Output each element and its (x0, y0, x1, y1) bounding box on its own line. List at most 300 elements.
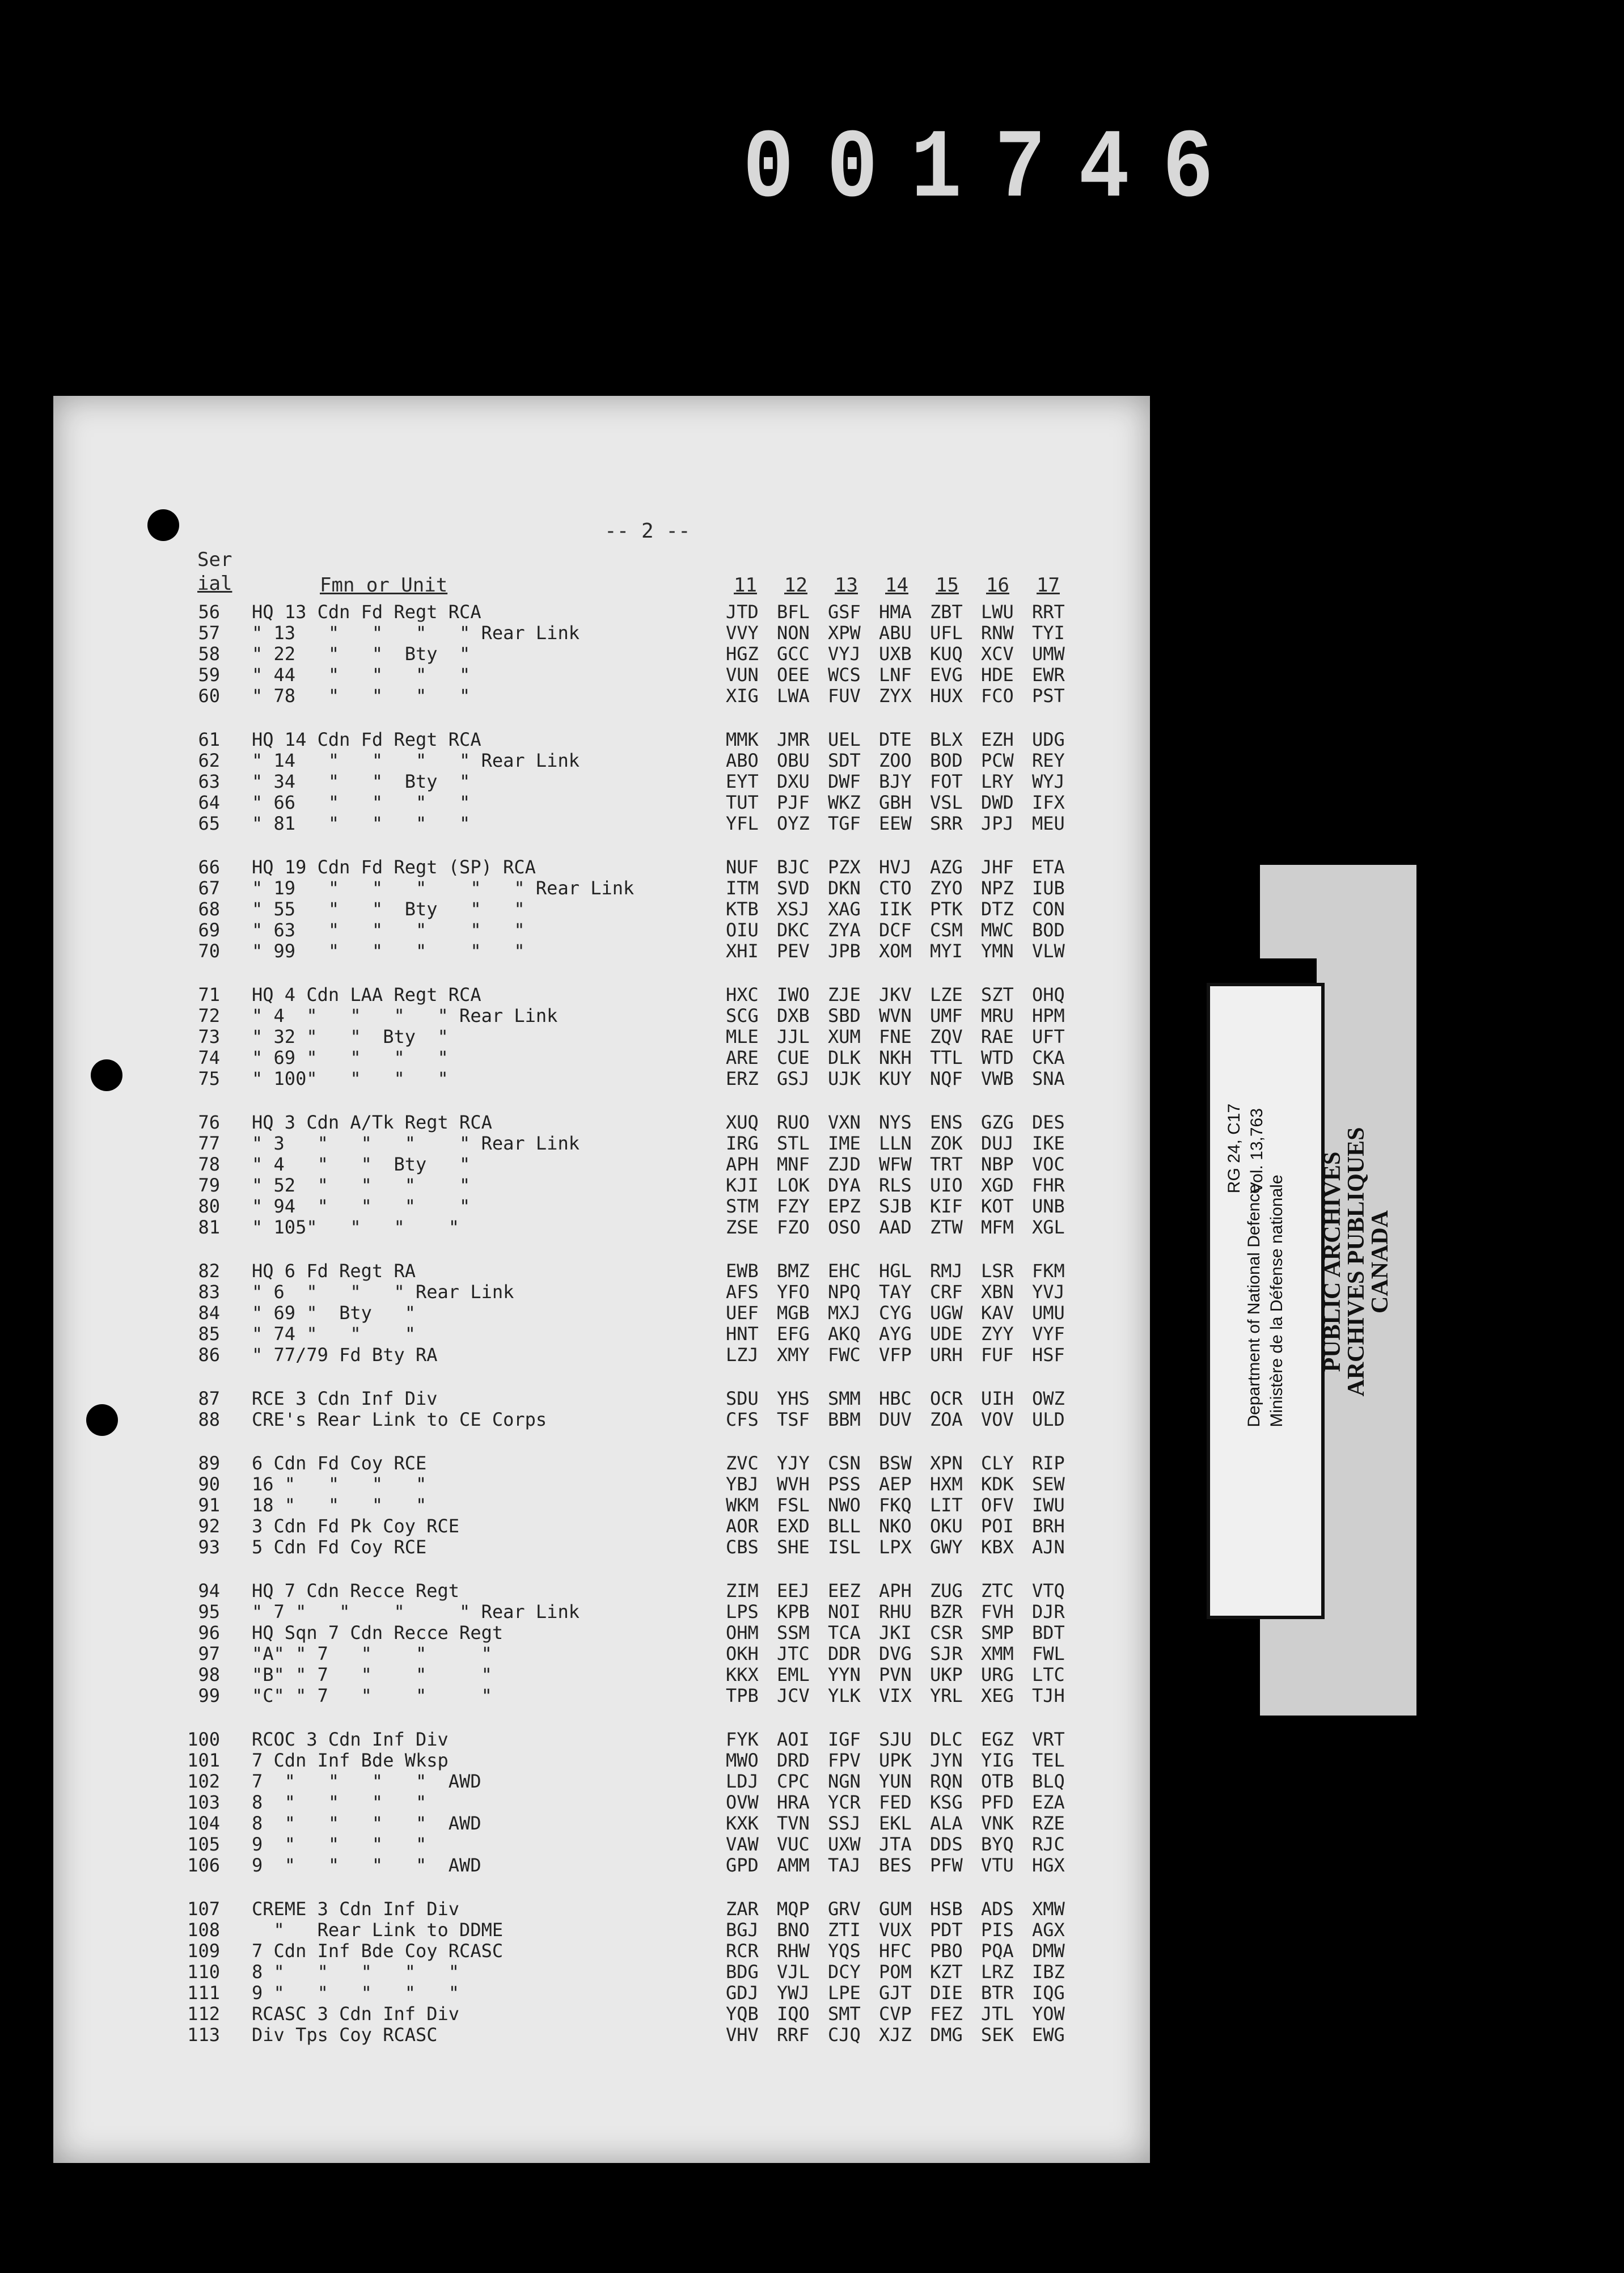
code-cell: XCV (981, 643, 1014, 665)
table-row (53, 1536, 1150, 1557)
code-group (726, 877, 1083, 899)
unit-name: CRE's Rear Link to CE Corps (252, 1409, 547, 1430)
code-cell: SDU (726, 1388, 759, 1409)
code-cell: VJL (777, 1961, 810, 1983)
unit-name: " 22 " " Bty " (252, 643, 471, 665)
code-group (726, 1216, 1083, 1238)
serial-number: 103 (187, 1792, 220, 1813)
code-cell: ZBT (930, 601, 963, 623)
code-cell: GCC (777, 643, 810, 665)
code-cell: XUM (828, 1026, 861, 1047)
table-row (53, 1047, 1150, 1068)
code-group (726, 1622, 1083, 1644)
code-cell: MWO (726, 1750, 759, 1771)
code-cell: KUQ (930, 643, 963, 665)
code-cell: BSW (879, 1452, 912, 1474)
table-row (53, 1685, 1150, 1706)
code-cell: RIP (1032, 1452, 1065, 1474)
code-cell: XBN (981, 1281, 1014, 1303)
code-cell: WKZ (828, 792, 861, 813)
code-cell: WVN (879, 1005, 912, 1026)
code-cell: PFD (981, 1792, 1014, 1813)
unit-name: 3 Cdn Fd Pk Coy RCE (252, 1515, 460, 1537)
code-cell: BGJ (726, 1919, 759, 1941)
code-group (726, 664, 1083, 686)
code-cell: NPZ (981, 877, 1014, 899)
serial-number: 77 (198, 1133, 220, 1154)
code-cell: CYG (879, 1302, 912, 1324)
code-group (726, 1068, 1083, 1089)
unit-name: 6 Cdn Fd Coy RCE (252, 1452, 427, 1474)
code-group (726, 813, 1083, 834)
code-cell: ZSE (726, 1216, 759, 1238)
code-cell: CJQ (828, 2024, 861, 2046)
unit-name: " 100" " " " (252, 1068, 449, 1089)
code-cell: ABU (879, 622, 912, 644)
unit-name: Div Tps Coy RCASC (252, 2024, 438, 2046)
archives-stamp (1321, 1127, 1392, 1397)
code-cell: HDE (981, 664, 1014, 686)
code-cell: ERZ (726, 1068, 759, 1089)
code-cell: OYZ (777, 813, 810, 834)
code-cell: BLX (930, 729, 963, 750)
code-cell: VYJ (828, 643, 861, 665)
code-cell: DTE (879, 729, 912, 750)
code-cell: IKE (1032, 1133, 1065, 1154)
code-group (726, 1409, 1083, 1430)
serial-number: 93 (198, 1536, 220, 1558)
code-cell: IRG (726, 1133, 759, 1154)
serial-number: 87 (198, 1388, 220, 1409)
unit-name: "A" " 7 " " " (252, 1643, 492, 1664)
code-cell: DIE (930, 1982, 963, 2004)
table-row (53, 1005, 1150, 1026)
code-cell: EWB (726, 1260, 759, 1282)
code-cell: JTC (777, 1643, 810, 1664)
code-cell: HVJ (879, 856, 912, 878)
code-cell: JPJ (981, 813, 1014, 834)
code-cell: DMW (1032, 1940, 1065, 1962)
code-cell: RLS (879, 1174, 912, 1196)
code-cell: ZTI (828, 1919, 861, 1941)
code-cell: RHU (879, 1601, 912, 1623)
table-row (53, 940, 1150, 961)
code-cell: CSN (828, 1452, 861, 1474)
code-cell: NOI (828, 1601, 861, 1623)
unit-name: " 81 " " " " (252, 813, 471, 834)
code-cell: SMP (981, 1622, 1014, 1644)
serial-number: 75 (198, 1068, 220, 1089)
code-cell: CLY (981, 1452, 1014, 1474)
column-header: 11 (734, 574, 757, 597)
unit-name: " 69 " " " " (252, 1047, 449, 1068)
code-group (726, 1919, 1083, 1941)
table-row (53, 1473, 1150, 1494)
code-cell: YIG (981, 1750, 1014, 1771)
code-group (726, 1133, 1083, 1154)
code-cell: VUN (726, 664, 759, 686)
code-cell: LTC (1032, 1664, 1065, 1685)
code-cell: IBZ (1032, 1961, 1065, 1983)
code-cell: XGL (1032, 1216, 1065, 1238)
code-group (726, 1898, 1083, 1920)
code-cell: RNW (981, 622, 1014, 644)
code-cell: JKI (879, 1622, 912, 1644)
code-cell: BDT (1032, 1622, 1065, 1644)
code-cell: REY (1032, 750, 1065, 771)
code-cell: KDK (981, 1473, 1014, 1495)
table-row (53, 1750, 1150, 1771)
table-row (53, 1813, 1150, 1833)
code-cell: SCG (726, 1005, 759, 1026)
code-cell: CON (1032, 898, 1065, 920)
code-cell: PCW (981, 750, 1014, 771)
code-cell: UNB (1032, 1195, 1065, 1217)
code-cell: BJY (879, 771, 912, 792)
code-cell: VWB (981, 1068, 1014, 1089)
code-cell: DKN (828, 877, 861, 899)
code-cell: UIH (981, 1388, 1014, 1409)
code-cell: HGZ (726, 643, 759, 665)
code-cell: KJI (726, 1174, 759, 1196)
code-cell: VAW (726, 1833, 759, 1855)
code-cell: OWZ (1032, 1388, 1065, 1409)
code-cell: SJU (879, 1729, 912, 1750)
code-cell: IGF (828, 1729, 861, 1750)
code-group (726, 1664, 1083, 1685)
code-group (726, 856, 1083, 878)
code-cell: XMY (777, 1344, 810, 1366)
table-row (53, 1388, 1150, 1409)
code-cell: UEL (828, 729, 861, 750)
code-cell: AYG (879, 1323, 912, 1345)
code-group (726, 919, 1083, 941)
code-cell: GSJ (777, 1068, 810, 1089)
table-row (53, 1982, 1150, 2003)
table-row (53, 1174, 1150, 1195)
code-cell: NBP (981, 1154, 1014, 1175)
table-row (53, 1302, 1150, 1323)
punch-hole-top (147, 509, 179, 541)
serial-number: 88 (198, 1409, 220, 1430)
code-cell: CTO (879, 877, 912, 899)
code-group (726, 984, 1083, 1005)
code-cell: CRF (930, 1281, 963, 1303)
code-cell: VRT (1032, 1729, 1065, 1750)
code-cell: UJK (828, 1068, 861, 1089)
code-cell: AOR (726, 1515, 759, 1537)
serial-number: 64 (198, 792, 220, 813)
serial-number: 86 (198, 1344, 220, 1366)
code-cell: CKA (1032, 1047, 1065, 1068)
code-group (726, 1005, 1083, 1026)
unit-name: " 66 " " " " (252, 792, 471, 813)
code-cell: DTZ (981, 898, 1014, 920)
code-cell: XJZ (879, 2024, 912, 2046)
code-cell: LDJ (726, 1771, 759, 1792)
code-cell: TGF (828, 813, 861, 834)
code-cell: HRA (777, 1792, 810, 1813)
unit-name: " 63 " " " " " (252, 919, 525, 941)
table-row (53, 1729, 1150, 1750)
unit-name: RCOC 3 Cdn Inf Div (252, 1729, 449, 1750)
table-row (53, 1281, 1150, 1302)
document-page (53, 396, 1150, 2163)
unit-name: HQ 4 Cdn LAA Regt RCA (252, 984, 481, 1005)
unit-name: 7 Cdn Inf Bde Coy RCASC (252, 1940, 504, 1962)
code-cell: URH (930, 1344, 963, 1366)
code-cell: TPB (726, 1685, 759, 1706)
code-cell: SRR (930, 813, 963, 834)
code-cell: ISL (828, 1536, 861, 1558)
code-cell: VYF (1032, 1323, 1065, 1345)
row-group (53, 729, 1150, 834)
row-group (53, 1112, 1150, 1237)
code-cell: TSF (777, 1409, 810, 1430)
code-cell: ZAR (726, 1898, 759, 1920)
table-row (53, 1195, 1150, 1216)
code-cell: HBC (879, 1388, 912, 1409)
serial-number: 101 (187, 1750, 220, 1771)
table-row (53, 750, 1150, 771)
column-header: 12 (784, 574, 807, 597)
serial-number: 78 (198, 1154, 220, 1175)
code-cell: KKX (726, 1664, 759, 1685)
code-cell: VOV (981, 1409, 1014, 1430)
row-group (53, 1452, 1150, 1557)
code-cell: ZTW (930, 1216, 963, 1238)
code-cell: KSG (930, 1792, 963, 1813)
code-cell: BRH (1032, 1515, 1065, 1537)
table-row (53, 1409, 1150, 1430)
table-row (53, 664, 1150, 685)
code-group (726, 1281, 1083, 1303)
code-cell: CSR (930, 1622, 963, 1644)
code-cell: GUM (879, 1898, 912, 1920)
code-group (726, 685, 1083, 707)
code-group (726, 1344, 1083, 1366)
code-cell: LWU (981, 601, 1014, 623)
code-cell: LNF (879, 664, 912, 686)
code-cell: YOW (1032, 2003, 1065, 2025)
code-cell: ZOA (930, 1409, 963, 1430)
code-group (726, 1323, 1083, 1345)
code-cell: ZJE (828, 984, 861, 1005)
unit-name: 5 Cdn Fd Coy RCE (252, 1536, 427, 1558)
code-cell: FYK (726, 1729, 759, 1750)
code-cell: PDT (930, 1919, 963, 1941)
code-cell: DMG (930, 2024, 963, 2046)
code-group (726, 1580, 1083, 1602)
code-cell: YYN (828, 1664, 861, 1685)
code-cell: KXK (726, 1813, 759, 1834)
code-cell: BDG (726, 1961, 759, 1983)
code-cell: DWF (828, 771, 861, 792)
code-cell: LPS (726, 1601, 759, 1623)
code-group (726, 940, 1083, 962)
code-group (726, 1473, 1083, 1495)
code-cell: IQG (1032, 1982, 1065, 2004)
unit-name: HQ 13 Cdn Fd Regt RCA (252, 601, 481, 623)
code-cell: ZYX (879, 685, 912, 707)
row-group (53, 1580, 1150, 1706)
unit-name: " 69 " Bty " (252, 1302, 416, 1324)
table-row (53, 1771, 1150, 1792)
code-cell: DWD (981, 792, 1014, 813)
code-group (726, 643, 1083, 665)
code-cell: OKU (930, 1515, 963, 1537)
table-row (53, 1068, 1150, 1089)
code-group (726, 1750, 1083, 1771)
code-cell: UDG (1032, 729, 1065, 750)
code-cell: VSL (930, 792, 963, 813)
code-cell: JYN (930, 1750, 963, 1771)
code-group (726, 1154, 1083, 1175)
code-cell: AKQ (828, 1323, 861, 1345)
department-en: Department of National Defence (1245, 1184, 1263, 1427)
code-cell: JHF (981, 856, 1014, 878)
unit-name: CREME 3 Cdn Inf Div (252, 1898, 460, 1920)
code-cell: TAJ (828, 1854, 861, 1876)
code-group (726, 1515, 1083, 1537)
code-cell: UKP (930, 1664, 963, 1685)
code-cell: LSR (981, 1260, 1014, 1282)
serial-number: 60 (198, 685, 220, 707)
code-cell: YMN (981, 940, 1014, 962)
code-cell: VXN (828, 1112, 861, 1133)
code-table (53, 601, 1150, 2068)
unit-name: " 55 " " Bty " " (252, 898, 525, 920)
code-cell: SVD (777, 877, 810, 899)
serial-number: 107 (187, 1898, 220, 1920)
code-cell: SEK (981, 2024, 1014, 2046)
serial-number: 82 (198, 1260, 220, 1282)
row-group (53, 1388, 1150, 1430)
code-cell: EEJ (777, 1580, 810, 1602)
code-group (726, 622, 1083, 644)
code-cell: UEF (726, 1302, 759, 1324)
code-cell: CVP (879, 2003, 912, 2025)
unit-name: 9 " " " " (252, 1833, 427, 1855)
code-cell: BTR (981, 1982, 1014, 2004)
code-cell: BMZ (777, 1260, 810, 1282)
code-cell: WYJ (1032, 771, 1065, 792)
code-cell: LIT (930, 1494, 963, 1516)
code-cell: SJB (879, 1195, 912, 1217)
code-group (726, 898, 1083, 920)
code-cell: XGD (981, 1174, 1014, 1196)
code-cell: EWG (1032, 2024, 1065, 2046)
unit-name: " 74 " " " (252, 1323, 416, 1345)
code-cell: URG (981, 1664, 1014, 1685)
code-group (726, 1961, 1083, 1983)
code-cell: IUB (1032, 877, 1065, 899)
code-cell: FSL (777, 1494, 810, 1516)
code-cell: MGB (777, 1302, 810, 1324)
code-cell: XHI (726, 940, 759, 962)
unit-name: " 32 " " Bty " (252, 1026, 449, 1047)
serial-number: 99 (198, 1685, 220, 1706)
code-cell: LZJ (726, 1344, 759, 1366)
code-cell: DUJ (981, 1133, 1014, 1154)
code-cell: OEE (777, 664, 810, 686)
code-cell: MMK (726, 729, 759, 750)
code-cell: WTD (981, 1047, 1014, 1068)
table-row (53, 1260, 1150, 1281)
table-row (53, 1854, 1150, 1875)
table-row (53, 1026, 1150, 1047)
table-row (53, 1133, 1150, 1154)
code-cell: GRV (828, 1898, 861, 1920)
code-cell: BES (879, 1854, 912, 1876)
code-cell: UGW (930, 1302, 963, 1324)
code-cell: FPV (828, 1750, 861, 1771)
code-cell: SSM (777, 1622, 810, 1644)
unit-name: " 7 " " " " Rear Link (252, 1601, 580, 1623)
code-cell: YJY (777, 1452, 810, 1474)
code-cell: HSB (930, 1898, 963, 1920)
code-cell: XSJ (777, 898, 810, 920)
code-cell: GPD (726, 1854, 759, 1876)
code-cell: IFX (1032, 792, 1065, 813)
table-row (53, 1154, 1150, 1174)
code-cell: FUV (828, 685, 861, 707)
code-cell: BYQ (981, 1833, 1014, 1855)
code-cell: CSM (930, 919, 963, 941)
code-group (726, 792, 1083, 813)
code-cell: FNE (879, 1026, 912, 1047)
code-group (726, 1771, 1083, 1792)
code-cell: RZE (1032, 1813, 1065, 1834)
code-cell: MNF (777, 1154, 810, 1175)
code-group (726, 1792, 1083, 1813)
serial-number: 111 (187, 1982, 220, 2004)
unit-header: Fmn or Unit (320, 574, 448, 597)
serial-number: 65 (198, 813, 220, 834)
code-cell: HGX (1032, 1854, 1065, 1876)
column-header: 13 (835, 574, 858, 597)
code-cell: MLE (726, 1026, 759, 1047)
code-cell: TUT (726, 792, 759, 813)
archive-label-card (1207, 983, 1325, 1619)
code-cell: ZOO (879, 750, 912, 771)
code-cell: TCA (828, 1622, 861, 1644)
unit-name: 18 " " " " (252, 1494, 427, 1516)
table-row (53, 1216, 1150, 1237)
code-cell: LRZ (981, 1961, 1014, 1983)
code-cell: XUQ (726, 1112, 759, 1133)
serial-number: 85 (198, 1323, 220, 1345)
code-cell: EEZ (828, 1580, 861, 1602)
serial-number: 69 (198, 919, 220, 941)
serial-number: 59 (198, 664, 220, 686)
table-row (53, 1515, 1150, 1536)
unit-name: " 19 " " " " " Rear Link (252, 877, 635, 899)
unit-name: " 34 " " Bty " (252, 771, 471, 792)
code-group (726, 1047, 1083, 1068)
serial-number: 68 (198, 898, 220, 920)
serial-number: 110 (187, 1961, 220, 1983)
code-cell: KPB (777, 1601, 810, 1623)
code-cell: BOD (930, 750, 963, 771)
unit-name: " 13 " " " " Rear Link (252, 622, 580, 644)
code-cell: NQF (930, 1068, 963, 1089)
table-row (53, 856, 1150, 877)
code-cell: APH (879, 1580, 912, 1602)
unit-name: HQ Sqn 7 Cdn Recce Regt (252, 1622, 504, 1644)
serial-number: 90 (198, 1473, 220, 1495)
record-group: RG 24, C17 (1225, 1103, 1244, 1194)
